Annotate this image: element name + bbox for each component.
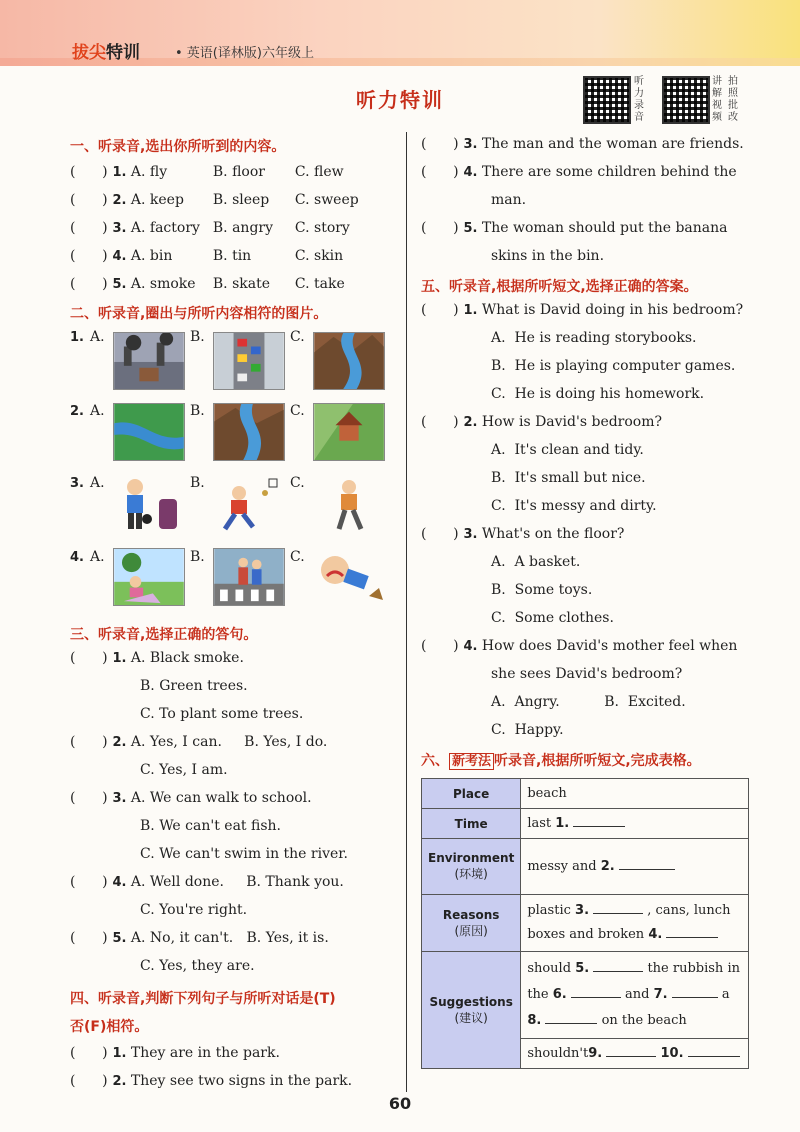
image-crossing-street[interactable] — [213, 548, 285, 606]
th-reasons: Reasons (原因) — [422, 895, 521, 952]
p3-question-1-line-3: C. To plant some trees. — [140, 706, 304, 722]
p5-q2-option-2[interactable]: B. It's small but nice. — [491, 470, 646, 486]
qr-label-video: 讲解视频 — [712, 76, 722, 123]
qr-label-audio: 听力录音 — [634, 76, 644, 123]
p3-question-4-line-1: ( ) 4. A. Well done. B. Thank you. — [70, 874, 344, 890]
p2-q4-c: C. — [290, 549, 305, 565]
p2-q1-c: C. — [290, 329, 305, 345]
p2-q3-num: 3. — [70, 476, 84, 491]
p3-question-3-line-3: C. We can't swim in the river. — [140, 846, 348, 862]
blank-5[interactable] — [593, 971, 643, 972]
column-divider — [406, 132, 407, 1092]
th-suggestions: Suggestions (建议) — [422, 952, 521, 1069]
p2-q2-a: A. — [90, 403, 105, 419]
p5-q3-option-2[interactable]: B. Some toys. — [491, 582, 593, 598]
answer-paren[interactable]: ( ) — [70, 220, 108, 236]
p3-question-2-line-1: ( ) 2. A. Yes, I can. B. Yes, I do. — [70, 734, 328, 750]
image-valley-river[interactable] — [213, 403, 285, 461]
image-boy-bin[interactable] — [113, 475, 185, 533]
blank-10[interactable] — [688, 1056, 740, 1057]
answer-paren[interactable]: ( ) — [70, 276, 108, 292]
page-number: 60 — [388, 1094, 412, 1113]
p3-question-3-line-2: B. We can't eat fish. — [140, 818, 281, 834]
p5-q2-option-1[interactable]: A. It's clean and tidy. — [491, 442, 644, 458]
p5-q4-option-1[interactable]: A. Angry. B. Excited. — [491, 694, 686, 710]
answer-paren[interactable]: ( ) — [70, 192, 108, 208]
p1-question-5: ( ) 5. A. smoke B. skate C. take — [70, 276, 345, 292]
book-subject: • 英语(译林版)六年级上 — [175, 46, 314, 61]
brand-logo: 拔尖特训 — [72, 43, 140, 63]
p5-q1-option-2[interactable]: B. He is playing computer games. — [491, 358, 736, 374]
p2-q1-b: B. — [190, 329, 205, 345]
blank-4[interactable] — [666, 937, 718, 938]
qr-label-correct: 拍照批改 — [728, 76, 738, 123]
section-3-heading: 三、听录音,选择正确的答句。 — [70, 627, 258, 643]
answer-paren[interactable]: ( ) — [70, 930, 108, 946]
p2-q2-num: 2. — [70, 404, 84, 419]
p1-question-3: ( ) 3. A. factory B. angry C. story — [70, 220, 350, 236]
answer-paren[interactable]: ( ) — [421, 164, 459, 180]
p2-q4-b: B. — [190, 549, 205, 565]
p3-question-3-line-1: ( ) 3. A. We can walk to school. — [70, 790, 312, 806]
p4-question-4-line-1: ( ) 4. There are some children behind the — [421, 164, 737, 180]
td-environment: messy and 2. — [521, 839, 749, 895]
blank-1[interactable] — [573, 826, 625, 827]
p4-question-5-line-2: skins in the bin. — [491, 248, 605, 264]
blank-7[interactable] — [672, 997, 718, 998]
p5-q2-option-3[interactable]: C. It's messy and dirty. — [491, 498, 657, 514]
section-4-heading-2: 否(F)相符。 — [70, 1019, 149, 1035]
td-time: last 1. — [521, 809, 749, 839]
image-boy-running[interactable] — [213, 475, 285, 533]
p4-question-5-line-1: ( ) 5. The woman should put the banana — [421, 220, 728, 236]
answer-paren[interactable]: ( ) — [70, 1045, 108, 1061]
blank-8[interactable] — [545, 1023, 597, 1024]
td-suggestions: should 5. the rubbish in the 6. and 7. a 8. on the beach — [521, 952, 749, 1039]
image-boy-fell[interactable] — [313, 548, 385, 606]
answer-paren[interactable]: ( ) — [70, 734, 108, 750]
p2-q2-c: C. — [290, 403, 305, 419]
blank-6[interactable] — [571, 997, 621, 998]
p4-question-3-line-1: ( ) 3. The man and the woman are friends. — [421, 136, 744, 152]
blank-3[interactable] — [593, 913, 643, 914]
section-4-heading: 四、听录音,判断下列句子与所听对话是(T) — [70, 991, 336, 1007]
p5-q4-option-2[interactable]: C. Happy. — [491, 722, 564, 738]
page-title: 听力特训 — [356, 88, 444, 112]
answer-paren[interactable]: ( ) — [421, 414, 459, 430]
td-suggestions-2: shouldn't9. 10. — [521, 1039, 749, 1069]
p1-question-2: ( ) 2. A. keep B. sleep C. sweep — [70, 192, 359, 208]
p5-question-1: ( ) 1. What is David doing in his bedroom? — [421, 302, 744, 318]
answer-paren[interactable]: ( ) — [421, 526, 459, 542]
p4-question-2-line-1: ( ) 2. They see two signs in the park. — [70, 1073, 353, 1089]
answer-paren[interactable]: ( ) — [70, 650, 108, 666]
p2-q4-num: 4. — [70, 550, 84, 565]
answer-paren[interactable]: ( ) — [421, 220, 459, 236]
image-boy-walking[interactable] — [313, 475, 385, 533]
image-polluted-factory[interactable] — [113, 332, 185, 390]
p2-q1-a: A. — [90, 329, 105, 345]
p3-question-1-line-2: B. Green trees. — [140, 678, 248, 694]
section-1-heading: 一、听录音,选出你所听到的内容。 — [70, 139, 286, 155]
blank-9[interactable] — [606, 1056, 656, 1057]
section-6-heading: 六、 新考法 听录音,根据所听短文,完成表格。 — [421, 753, 701, 769]
th-place: Place — [422, 779, 521, 809]
answer-paren[interactable]: ( ) — [421, 638, 459, 654]
p2-q4-a: A. — [90, 549, 105, 565]
new-exam-tag: 新考法 — [449, 753, 494, 770]
section-5-heading: 五、听录音,根据所听短文,选择正确的答案。 — [421, 279, 698, 295]
p5-q1-option-3[interactable]: C. He is doing his homework. — [491, 386, 705, 402]
p1-question-4: ( ) 4. A. bin B. tin C. skin — [70, 248, 344, 264]
th-time: Time — [422, 809, 521, 839]
image-clean-river[interactable] — [113, 403, 185, 461]
p5-question-4: ( ) 4. How does David's mother feel when — [421, 638, 738, 654]
td-reasons: plastic 3. , cans, lunch boxes and broken 4. — [521, 895, 749, 952]
p3-question-2-line-2: C. Yes, I am. — [140, 762, 228, 778]
td-place: beach — [521, 779, 749, 809]
p3-question-5-line-2: C. Yes, they are. — [140, 958, 255, 974]
qr-code-video[interactable] — [662, 76, 710, 124]
p2-q3-b: B. — [190, 475, 205, 491]
p2-q3-a: A. — [90, 475, 105, 491]
p2-q2-b: B. — [190, 403, 205, 419]
p3-question-1-line-1: ( ) 1. A. Black smoke. — [70, 650, 244, 666]
answer-paren[interactable]: ( ) — [70, 1073, 108, 1089]
answer-paren[interactable]: ( ) — [70, 790, 108, 806]
image-traffic-jam[interactable] — [213, 332, 285, 390]
p3-question-4-line-2: C. You're right. — [140, 902, 248, 918]
image-girl-picnic[interactable] — [113, 548, 185, 606]
image-river-mountains[interactable] — [313, 332, 385, 390]
p4-question-1-line-1: ( ) 1. They are in the park. — [70, 1045, 280, 1061]
p5-q3-option-3[interactable]: C. Some clothes. — [491, 610, 614, 626]
p2-q1-num: 1. — [70, 330, 84, 345]
p1-question-1: ( ) 1. A. fly B. floor C. flew — [70, 164, 344, 180]
info-table — [421, 778, 749, 1069]
p5-question-4-cont: she sees David's bedroom? — [491, 666, 683, 682]
p5-q3-option-1[interactable]: A. A basket. — [491, 554, 581, 570]
p2-q3-c: C. — [290, 475, 305, 491]
p5-question-2: ( ) 2. How is David's bedroom? — [421, 414, 663, 430]
qr-code-audio[interactable] — [583, 76, 631, 124]
answer-paren[interactable]: ( ) — [421, 136, 459, 152]
p5-question-3: ( ) 3. What's on the floor? — [421, 526, 625, 542]
p4-question-4-line-2: man. — [491, 192, 527, 208]
answer-paren[interactable]: ( ) — [421, 302, 459, 318]
th-environment: Environment (环境) — [422, 839, 521, 895]
image-house-hill[interactable] — [313, 403, 385, 461]
p5-q1-option-1[interactable]: A. He is reading storybooks. — [491, 330, 697, 346]
answer-paren[interactable]: ( ) — [70, 248, 108, 264]
answer-paren[interactable]: ( ) — [70, 874, 108, 890]
answer-paren[interactable]: ( ) — [70, 164, 108, 180]
p3-question-5-line-1: ( ) 5. A. No, it can't. B. Yes, it is. — [70, 930, 329, 946]
blank-2[interactable] — [619, 869, 675, 870]
section-2-heading: 二、听录音,圈出与所听内容相符的图片。 — [70, 306, 328, 322]
